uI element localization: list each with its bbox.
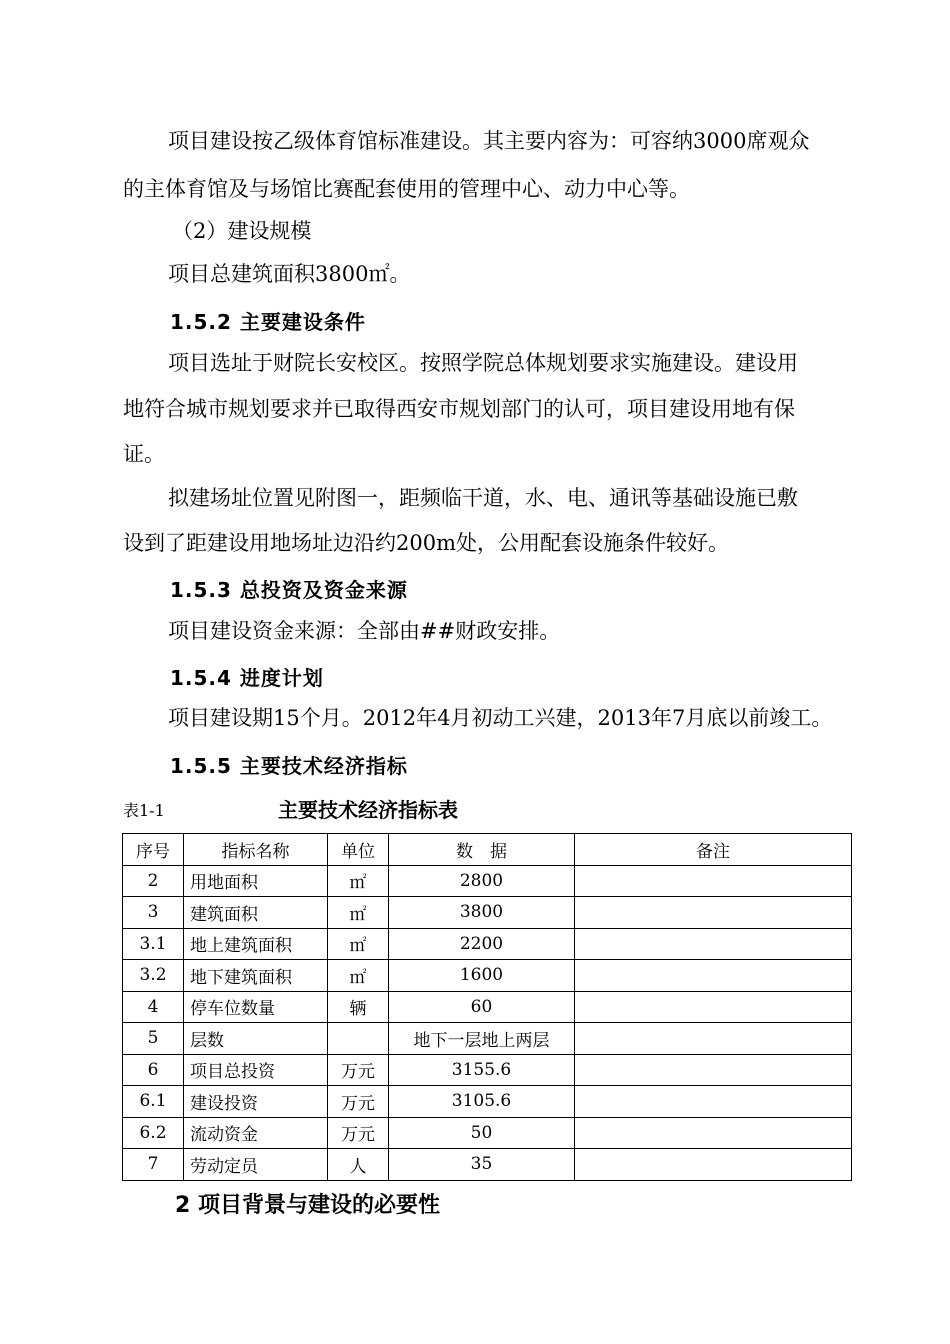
table-row — [123, 1054, 852, 1086]
section-heading-1-5-4: 1.5.4 进度计划 — [170, 666, 324, 690]
table-row — [123, 897, 852, 929]
table-cell: ㎡ — [328, 928, 389, 960]
section-heading-1-5-3: 1.5.3 总投资及资金来源 — [170, 578, 408, 602]
table-cell: 地下一层地上两层 — [389, 1023, 575, 1055]
table-cell — [575, 897, 852, 929]
table-cell: 层数 — [184, 1023, 328, 1055]
table-cell: 3 — [123, 897, 184, 929]
table-cell: 建设投资 — [184, 1086, 328, 1118]
table-cell: 万元 — [328, 1054, 389, 1086]
table-cell: 4 — [123, 991, 184, 1023]
table-cell: 3155.6 — [389, 1054, 575, 1086]
table-cell: 60 — [389, 991, 575, 1023]
table-cell — [575, 865, 852, 897]
header-cell: 序号 — [123, 834, 184, 866]
table-cell: 50 — [389, 1117, 575, 1149]
paragraph-line: 项目建设按乙级体育馆标准建设。其主要内容为：可容纳3000席观众 — [168, 129, 810, 153]
table-title: 主要技术经济指标表 — [278, 798, 458, 822]
paragraph-line: 拟建场址位置见附图一，距频临干道，水、电、通讯等基础设施已敷 — [168, 486, 798, 510]
header-cell: 数 据 — [389, 834, 575, 866]
table-cell: 流动资金 — [184, 1117, 328, 1149]
table-cell: 35 — [389, 1149, 575, 1181]
paragraph-line: 项目建设资金来源：全部由##财政安排。 — [168, 619, 561, 643]
table-cell: 2200 — [389, 928, 575, 960]
table-cell: 万元 — [328, 1117, 389, 1149]
table-cell — [328, 1023, 389, 1055]
table-cell — [575, 991, 852, 1023]
section-heading-1-5-2: 1.5.2 主要建设条件 — [170, 310, 366, 334]
table-cell — [575, 1054, 852, 1086]
table-cell: 项目总投资 — [184, 1054, 328, 1086]
paragraph-line: 项目建设期15个月。2012年4月初动工兴建，2013年7月底以前竣工。 — [168, 706, 833, 730]
table-header-row — [123, 834, 852, 866]
table-cell: 劳动定员 — [184, 1149, 328, 1181]
table-cell: ㎡ — [328, 960, 389, 992]
table-cell — [575, 1117, 852, 1149]
paragraph-line: 的主体育馆及与场馆比赛配套使用的管理中心、动力中心等。 — [123, 177, 690, 201]
table-cell: 3800 — [389, 897, 575, 929]
table-cell: 万元 — [328, 1086, 389, 1118]
table-cell: 6.2 — [123, 1117, 184, 1149]
table-cell: 辆 — [328, 991, 389, 1023]
table-cell — [575, 928, 852, 960]
table-cell: 1600 — [389, 960, 575, 992]
table-cell: 2 — [123, 865, 184, 897]
table-cell: 人 — [328, 1149, 389, 1181]
table-cell: ㎡ — [328, 897, 389, 929]
table-row — [123, 1023, 852, 1055]
table-cell: 5 — [123, 1023, 184, 1055]
table-cell — [575, 1086, 852, 1118]
section-heading-1-5-5: 1.5.5 主要技术经济指标 — [170, 754, 408, 778]
table-cell: ㎡ — [328, 865, 389, 897]
paragraph-line: （2）建设规模 — [172, 219, 312, 243]
indicator-table — [122, 833, 852, 1181]
table-row — [123, 960, 852, 992]
table-cell: 6.1 — [123, 1086, 184, 1118]
table-cell: 6 — [123, 1054, 184, 1086]
chapter-heading: 2 项目背景与建设的必要性 — [175, 1193, 440, 1218]
table-row — [123, 1086, 852, 1118]
table-row — [123, 991, 852, 1023]
table-cell — [575, 1023, 852, 1055]
table-row — [123, 1149, 852, 1181]
table-cell: 用地面积 — [184, 865, 328, 897]
paragraph-line: 项目总建筑面积3800㎡。 — [168, 262, 411, 286]
paragraph-line: 项目选址于财院长安校区。按照学院总体规划要求实施建设。建设用 — [168, 351, 798, 375]
table-cell: 3.1 — [123, 928, 184, 960]
table-cell: 地下建筑面积 — [184, 960, 328, 992]
table-cell: 建筑面积 — [184, 897, 328, 929]
header-cell: 指标名称 — [184, 834, 328, 866]
table-cell: 停车位数量 — [184, 991, 328, 1023]
paragraph-line: 证。 — [123, 442, 165, 466]
header-cell: 备注 — [575, 834, 852, 866]
table-cell: 3105.6 — [389, 1086, 575, 1118]
table-cell — [575, 960, 852, 992]
paragraph-line: 地符合城市规划要求并已取得西安市规划部门的认可，项目建设用地有保 — [123, 397, 795, 421]
table-cell: 3.2 — [123, 960, 184, 992]
paragraph-line: 设到了距建设用地场址边沿约200m处，公用配套设施条件较好。 — [123, 531, 729, 555]
table-cell — [575, 1149, 852, 1181]
table-label: 表1-1 — [123, 801, 165, 820]
header-cell: 单位 — [328, 834, 389, 866]
table-row — [123, 865, 852, 897]
table-cell: 2800 — [389, 865, 575, 897]
table-cell: 7 — [123, 1149, 184, 1181]
table-row — [123, 928, 852, 960]
table-cell: 地上建筑面积 — [184, 928, 328, 960]
table-row — [123, 1117, 852, 1149]
